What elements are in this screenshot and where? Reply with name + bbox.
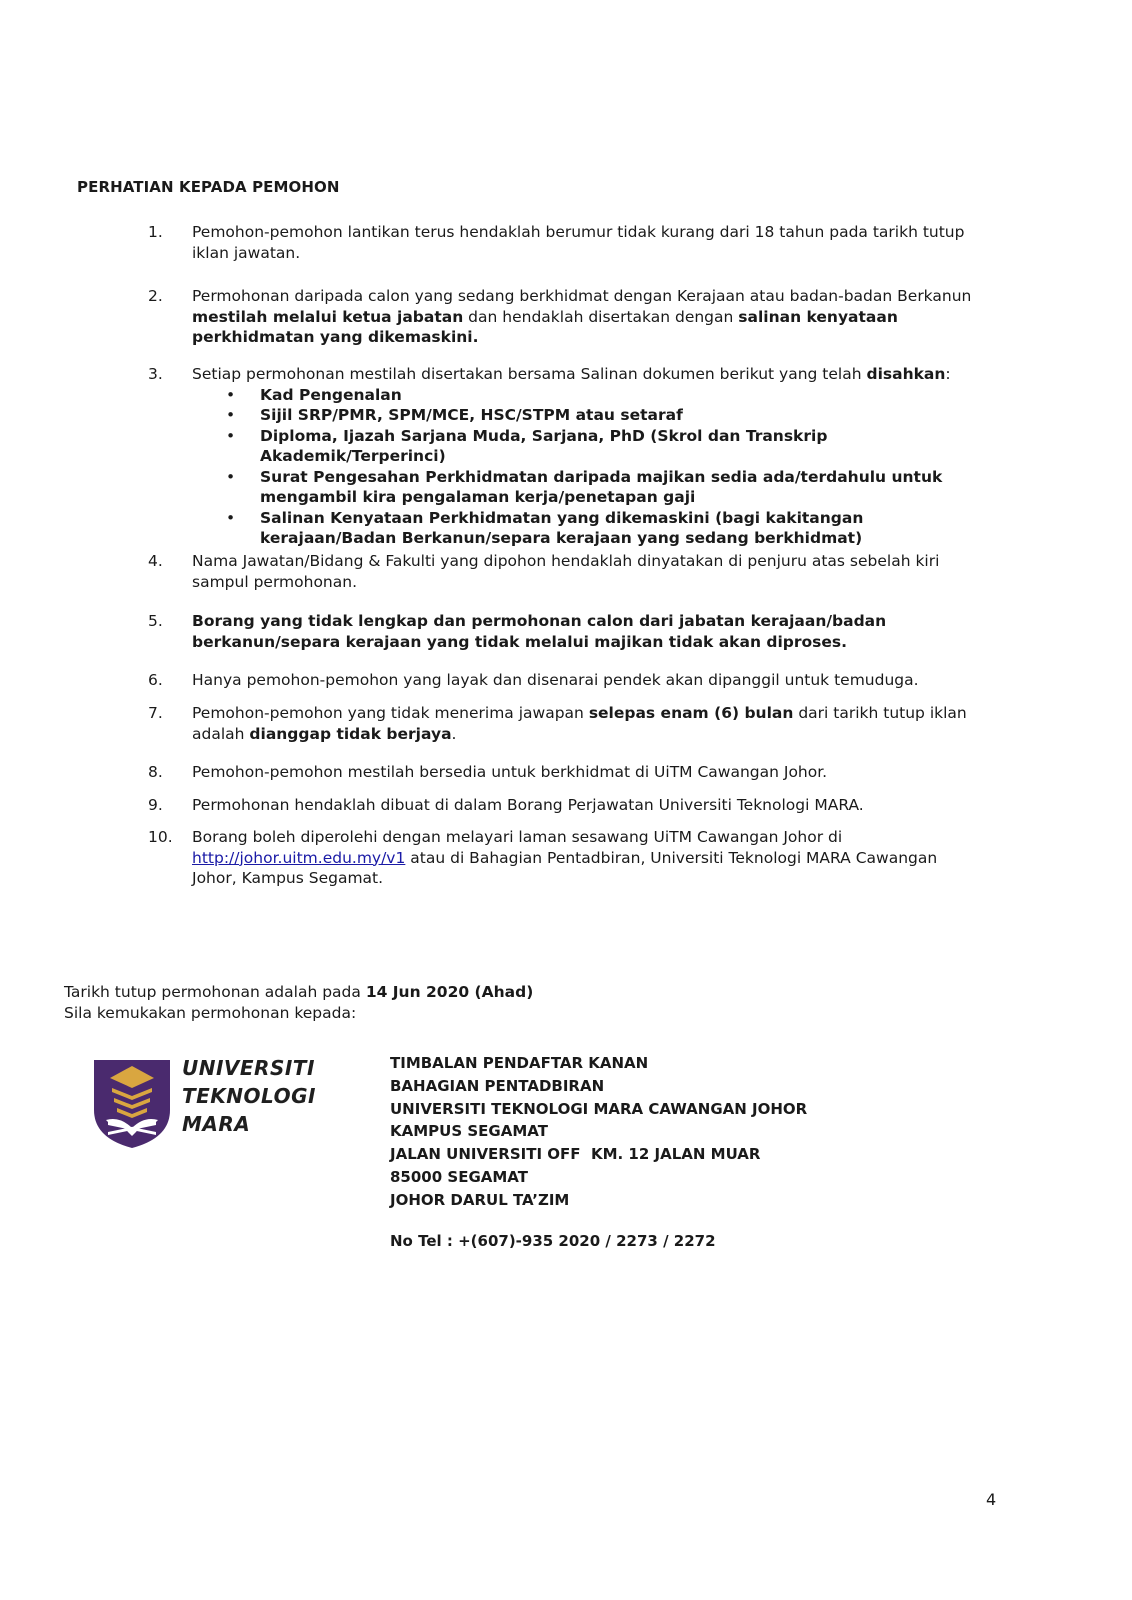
item-text-part: : xyxy=(945,365,951,383)
bullet-text: Salinan Kenyataan Perkhidmatan yang dikemaskini (bagi kakitangan kerajaan/Badan Berkanun/separa kerajaan yang sedang berkhidmat) xyxy=(260,508,864,547)
uitm-johor-website-link[interactable]: http://johor.uitm.edu.my/v1 xyxy=(192,848,406,867)
item-number: 4. xyxy=(148,552,163,570)
item-number: 9. xyxy=(148,796,163,814)
document-bullet-list xyxy=(192,385,978,549)
item-number: 3. xyxy=(148,365,163,383)
list-item-4 xyxy=(148,551,978,592)
bullet-icon: • xyxy=(226,508,236,527)
bullet-item xyxy=(192,405,978,426)
item-number: 8. xyxy=(148,763,163,781)
list-item-10 xyxy=(148,827,978,889)
address-line: 85000 SEGAMAT xyxy=(390,1167,528,1186)
bullet-icon: • xyxy=(226,385,236,404)
item-bold-text: selepas enam (6) bulan xyxy=(588,704,794,722)
item-number: 7. xyxy=(148,704,163,722)
list-item-1 xyxy=(148,222,978,263)
item-bold-text: salinan kenyataan perkhidmatan yang dikemaskini. xyxy=(192,307,898,346)
bullet-icon: • xyxy=(226,426,236,445)
bullet-item xyxy=(192,426,978,467)
closing-section xyxy=(64,982,533,1023)
list-item-3 xyxy=(148,364,978,549)
bullet-text: Surat Pengesahan Perkhidmatan daripada majikan sedia ada/terdahulu untuk mengambil kira pengalaman kerja/penetapan gaji xyxy=(260,467,943,506)
bullet-item xyxy=(192,467,978,508)
item-text: Nama Jawatan/Bidang & Fakulti yang dipohon hendaklah dinyatakan di penjuru atas sebelah kiri sampul permohonan. xyxy=(192,552,940,591)
logo-text-line: TEKNOLOGI xyxy=(182,1084,316,1108)
item-text-part: Setiap permohonan mestilah disertakan bersama Salinan dokumen berikut yang telah xyxy=(192,365,867,383)
list-item-6 xyxy=(148,670,978,691)
address-line: TIMBALAN PENDAFTAR KANAN xyxy=(390,1054,649,1072)
submission-instruction: Sila kemukakan permohonan kepada: xyxy=(64,1003,357,1022)
item-number: 1. xyxy=(148,223,163,241)
item-text-part: dan hendaklah disertakan dengan xyxy=(463,307,739,326)
closing-date-line xyxy=(64,982,533,1003)
bullet-item xyxy=(192,385,978,406)
bullet-icon: • xyxy=(226,467,236,486)
address-line: UNIVERSITI TEKNOLOGI MARA CAWANGAN JOHOR xyxy=(390,1099,808,1118)
closing-date-text: Tarikh tutup permohonan adalah pada xyxy=(64,983,366,1001)
item-bold-text: mestilah melalui ketua jabatan xyxy=(192,307,464,326)
item-number: 10. xyxy=(148,828,173,846)
item-bold-text: Borang yang tidak lengkap dan permohonan calon dari jabatan kerajaan/badan berkanun/separa kerajaan yang tidak melalui majikan tidak akan diproses. xyxy=(192,612,887,651)
item-text: Pemohon-pemohon mestilah bersedia untuk berkhidmat di UiTM Cawangan Johor. xyxy=(192,763,828,781)
item-text-part: Permohonan daripada calon yang sedang berkhidmat dengan Kerajaan atau badan-badan Berkanun xyxy=(192,287,972,305)
logo-text-line: UNIVERSITI xyxy=(182,1056,315,1080)
item-text xyxy=(192,827,978,889)
item-text-part: atau di Bahagian Pentadbiran, Universiti Teknologi MARA Cawangan Johor, Kampus Segamat. xyxy=(192,848,938,887)
item-text-part: . xyxy=(451,724,457,743)
item-text: Hanya pemohon-pemohon yang layak dan disenarai pendek akan dipanggil untuk temuduga. xyxy=(192,671,919,689)
item-text: Permohonan hendaklah dibuat di dalam Borang Perjawatan Universiti Teknologi MARA. xyxy=(192,796,864,814)
mailing-address xyxy=(390,1052,807,1212)
item-text-part: Borang boleh diperolehi dengan melayari laman sesawang UiTM Cawangan Johor di xyxy=(192,828,843,846)
item-text: Pemohon-pemohon lantikan terus hendaklah berumur tidak kurang dari 18 tahun pada tarikh tutup iklan jawatan. xyxy=(192,223,965,262)
address-line: BAHAGIAN PENTADBIRAN xyxy=(390,1076,605,1095)
bullet-item xyxy=(192,508,978,549)
university-name-logo-text xyxy=(182,1054,316,1138)
item-bold-text: disahkan xyxy=(866,365,946,383)
uitm-logo-icon xyxy=(92,1058,172,1150)
page-heading: PERHATIAN KEPADA PEMOHON xyxy=(77,178,340,196)
item-bold-text: dianggap tidak berjaya xyxy=(249,724,452,743)
closing-date-value: 14 Jun 2020 (Ahad) xyxy=(365,983,534,1001)
address-line: JOHOR DARUL TA’ZIM xyxy=(390,1190,570,1209)
list-item-8 xyxy=(148,762,978,783)
list-item-9 xyxy=(148,795,978,816)
item-text xyxy=(192,286,978,348)
item-number: 2. xyxy=(148,287,163,305)
address-line: KAMPUS SEGAMAT xyxy=(390,1122,548,1141)
item-text xyxy=(192,364,978,549)
logo-text-line: MARA xyxy=(182,1112,251,1136)
address-line: JALAN UNIVERSITI OFF KM. 12 JALAN MUAR xyxy=(390,1145,761,1164)
bullet-text: Kad Pengenalan xyxy=(260,385,402,404)
item-number: 5. xyxy=(148,612,163,630)
item-number: 6. xyxy=(148,671,163,689)
list-item-2 xyxy=(148,286,978,348)
bullet-text: Diploma, Ijazah Sarjana Muda, Sarjana, PhD (Skrol dan Transkrip Akademik/Terperinci) xyxy=(260,426,828,465)
list-item-5 xyxy=(148,611,978,652)
bullet-icon: • xyxy=(226,406,236,424)
page-number: 4 xyxy=(986,1490,997,1509)
item-text xyxy=(192,703,978,744)
telephone-number: No Tel : +(607)-935 2020 / 2273 / 2272 xyxy=(390,1232,716,1250)
bullet-text: Sijil SRP/PMR, SPM/MCE, HSC/STPM atau setaraf xyxy=(260,406,683,424)
item-text-part: Pemohon-pemohon yang tidak menerima jawapan xyxy=(192,704,589,722)
list-item-7 xyxy=(148,703,978,744)
item-text-part: dari tarikh tutup iklan adalah xyxy=(192,704,967,743)
